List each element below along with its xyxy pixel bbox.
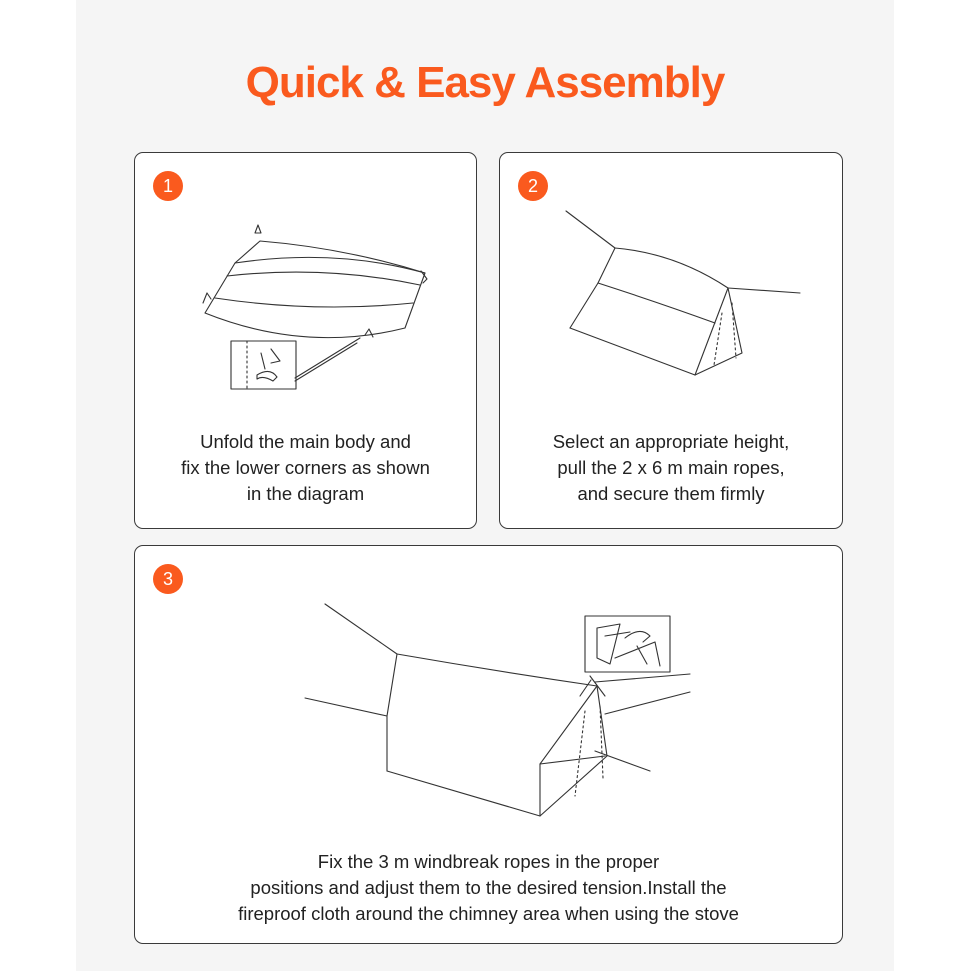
unfold-body-illustration <box>135 153 478 413</box>
step-2-card <box>499 152 843 529</box>
step-2-description: Select an appropriate height, pull the 2 x 6 m main ropes, and secure them firmly <box>552 431 790 504</box>
step-1-badge: 1 <box>153 171 183 201</box>
step-3-card <box>134 545 843 944</box>
step-2-badge: 2 <box>518 171 548 201</box>
step-1-description: Unfold the main body and fix the lower corners as shown in the diagram <box>181 431 430 504</box>
raise-tent-illustration <box>500 153 844 413</box>
step-3-badge: 3 <box>153 564 183 594</box>
step-3-description: Fix the 3 m windbreak ropes in the proper positions and adjust them to the desired tension.Install the fireproof cloth around the chimney area when using the stove <box>238 851 739 924</box>
step-1-card <box>134 152 477 529</box>
windbreak-ropes-illustration <box>135 546 844 836</box>
page-title: Quick & Easy Assembly <box>245 58 725 107</box>
